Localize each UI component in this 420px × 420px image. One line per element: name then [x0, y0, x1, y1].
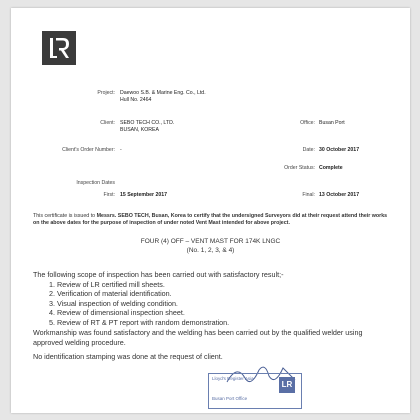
date-label: Date: — [302, 147, 315, 153]
date-value: 30 October 2017 — [319, 147, 360, 153]
certificate-page — [11, 8, 410, 413]
client-city: BUSAN, KOREA — [120, 127, 159, 133]
project-label: Project: — [97, 90, 115, 96]
scope-item: 5. Review of RT & PT report with random demonstration. — [57, 318, 393, 328]
certificate-prefix: This certificate is issued to — [33, 213, 96, 219]
hull-number: Hull No. 2464 — [120, 97, 152, 103]
scope-section — [33, 270, 393, 328]
scope-item: 2. Verification of material identification. — [57, 289, 393, 299]
order-status-value: Complete — [319, 165, 343, 171]
item-numbers: (No. 1, 2, 3, & 4) — [186, 247, 235, 254]
scope-item: 1. Review of LR certified mill sheets. — [57, 280, 393, 290]
client-name: SEBO TECH CO., LTD. — [120, 120, 175, 126]
office-label: Office: — [300, 120, 315, 126]
office-stamp — [208, 373, 302, 409]
no-stamping-statement: No identification stamping was done at the request of client. — [33, 352, 223, 361]
client-label: Client: — [100, 120, 115, 126]
scope-intro: The following scope of inspection has been carried out with satisfactory result;- — [33, 270, 284, 279]
first-label: First: — [103, 192, 115, 198]
scope-item: 3. Visual inspection of welding condition. — [57, 299, 393, 309]
clients-order-label: Client's Order Number: — [62, 147, 115, 153]
certificate-body: Messrs. SEBO TECH, Busan, Korea to certify that the undersigned Surveyors did at their request attend their works on the above dates for the purpose of inspection of under noted Vent Mast intended for above project. — [33, 213, 388, 227]
order-status-label: Order Status: — [284, 165, 315, 171]
first-date: 15 September 2017 — [120, 192, 168, 198]
office-value: Busan Port — [319, 120, 345, 126]
lr-logo-icon — [42, 31, 76, 65]
certificate-statement — [33, 213, 389, 227]
scope-list — [33, 280, 393, 328]
final-date: 13 October 2017 — [319, 192, 360, 198]
inspection-dates-label: Inspection Dates — [76, 180, 115, 186]
item-title: FOUR (4) OFF – VENT MAST FOR 174K LNGC — [140, 238, 281, 245]
workmanship-statement: Workmanship was found satisfactory and the welding has been carried out by the qualified welder using approved welding procedure. — [33, 328, 363, 347]
final-label: Final: — [302, 192, 315, 198]
stamp-lr-logo-icon: LR — [279, 377, 295, 393]
scope-item: 4. Review of dimensional inspection sheet. — [57, 308, 393, 318]
stamp-line-2: Busan Port Office — [212, 396, 248, 401]
stamp-line-1: Lloyd's Register Asia — [212, 376, 254, 381]
project-name: Daewoo S.B. & Marine Eng. Co., Ltd. — [120, 90, 206, 96]
clients-order-value: - — [120, 147, 122, 153]
